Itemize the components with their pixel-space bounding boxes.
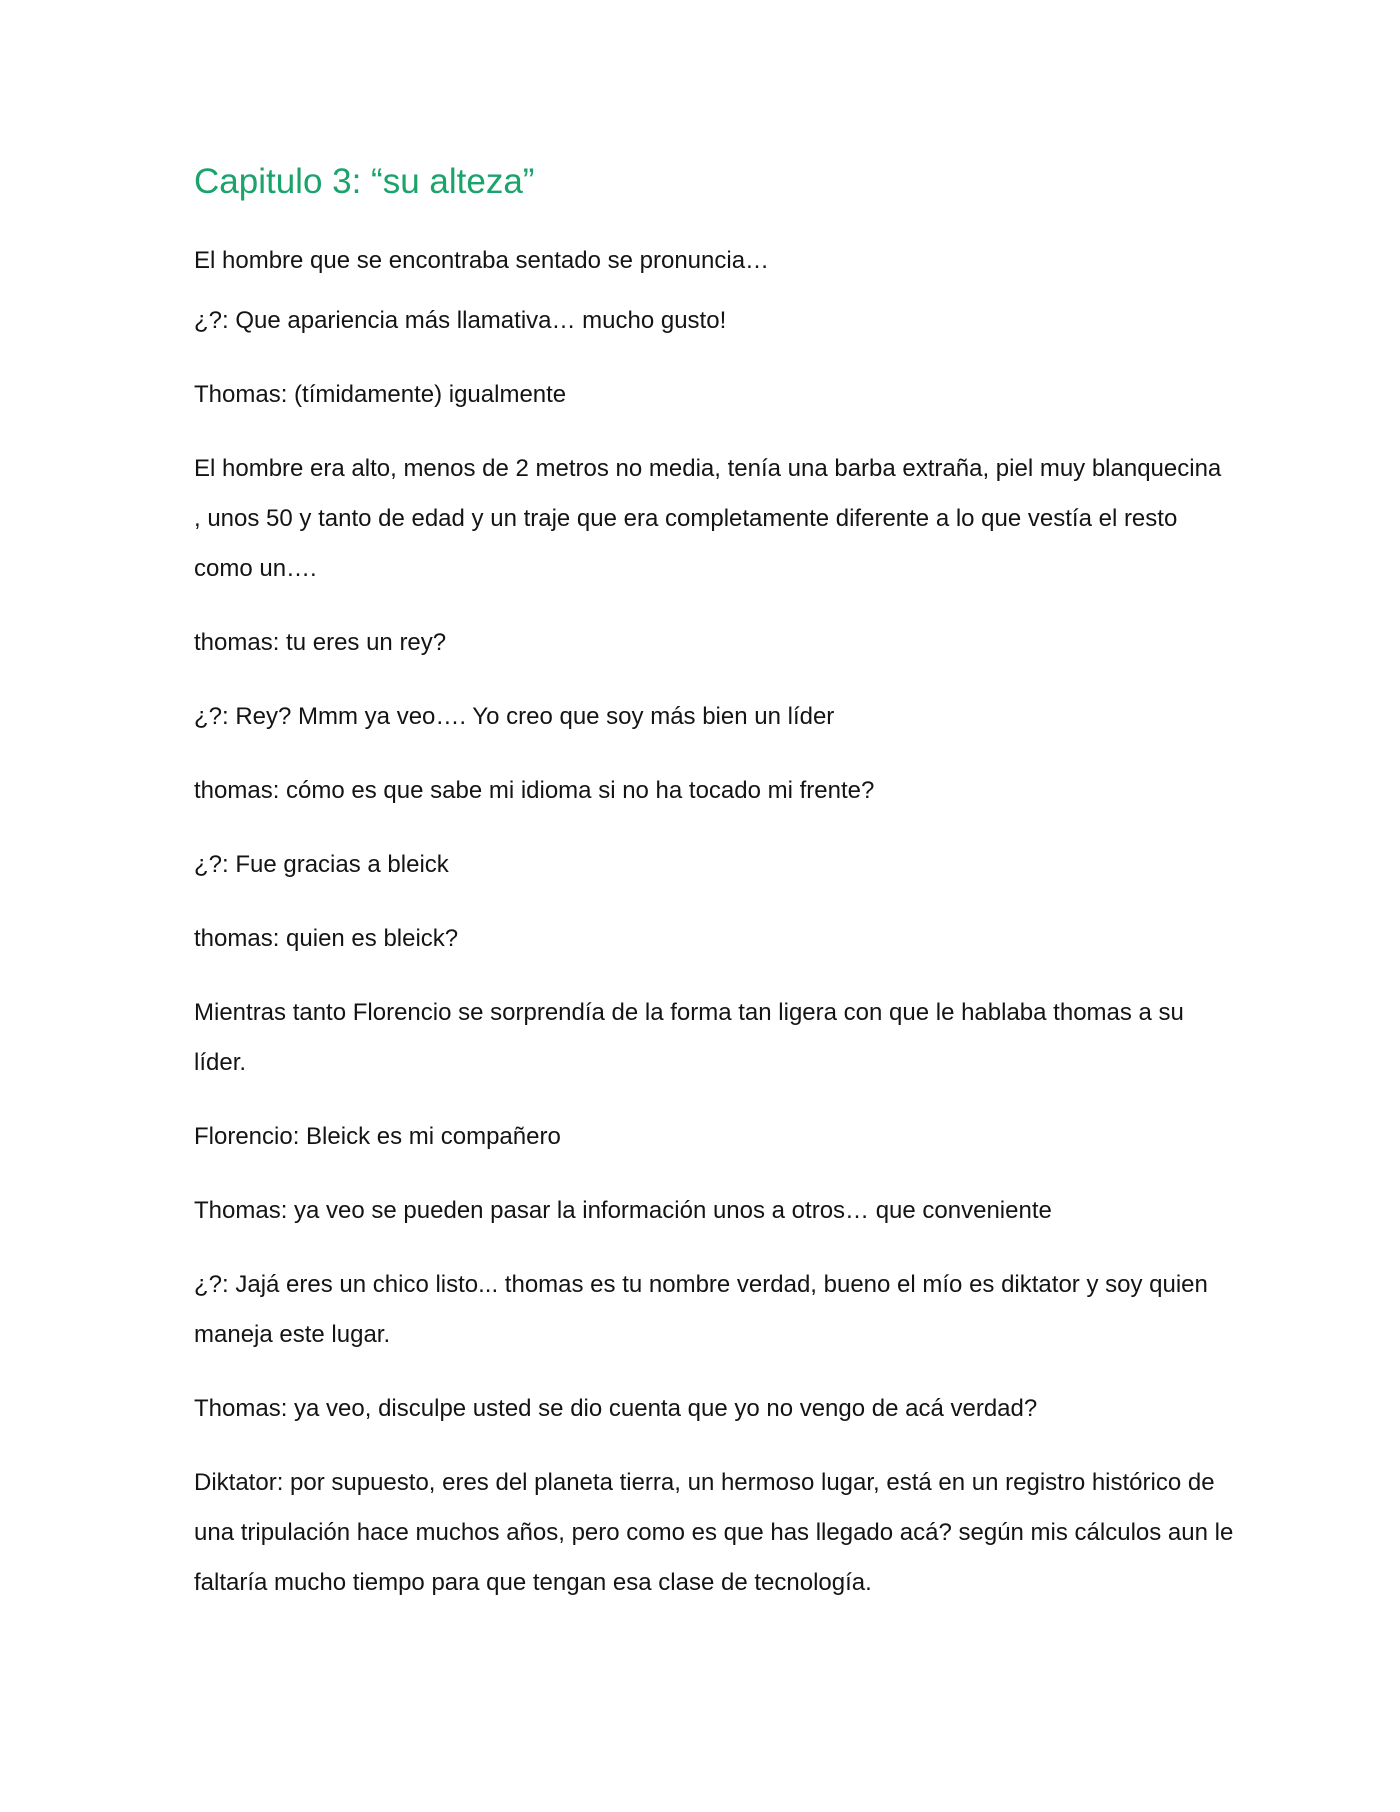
paragraph: ¿?: Rey? Mmm ya veo…. Yo creo que soy más bien un líder: [194, 703, 835, 730]
paragraph: thomas: cómo es que sabe mi idioma si no ha tocado mi frente?: [194, 777, 875, 804]
paragraph: Thomas: ya veo, disculpe usted se dio cuenta que yo no vengo de acá verdad?: [194, 1395, 1038, 1422]
paragraph: ¿?: Que apariencia más llamativa… mucho gusto!: [194, 307, 727, 334]
document-body: [194, 158, 1234, 1632]
paragraph: thomas: tu eres un rey?: [194, 629, 447, 656]
paragraph: ¿?: Jajá eres un chico listo... thomas es tu nombre verdad, bueno el mío es diktator y soy quien maneja este lugar.: [194, 1271, 1208, 1348]
paragraph: Thomas: ya veo se pueden pasar la información unos a otros… que conveniente: [194, 1197, 1052, 1224]
paragraph: Thomas: (tímidamente) igualmente: [194, 381, 567, 408]
paragraph: El hombre era alto, menos de 2 metros no media, tenía una barba extraña, piel muy blanquecina , unos 50 y tanto de edad y un traje que era completamente diferente a lo que vestía el resto como un….: [194, 455, 1222, 582]
paragraph: Mientras tanto Florencio se sorprendía de la forma tan ligera con que le hablaba thomas a su líder.: [194, 999, 1184, 1076]
paragraph: Diktator: por supuesto, eres del planeta tierra, un hermoso lugar, está en un registro histórico de una tripulación hace muchos años, pero como es que has llegado acá? según mis cálculos aun le faltaría mucho tiempo para que tengan esa clase de tecnología.: [194, 1469, 1234, 1596]
chapter-title: Capitulo 3: “su alteza”: [194, 162, 535, 201]
paragraph: El hombre que se encontraba sentado se pronuncia…: [194, 247, 770, 274]
paragraph: Florencio: Bleick es mi compañero: [194, 1123, 561, 1150]
paragraph: ¿?: Fue gracias a bleick: [194, 851, 449, 878]
paragraph: thomas: quien es bleick?: [194, 925, 459, 952]
